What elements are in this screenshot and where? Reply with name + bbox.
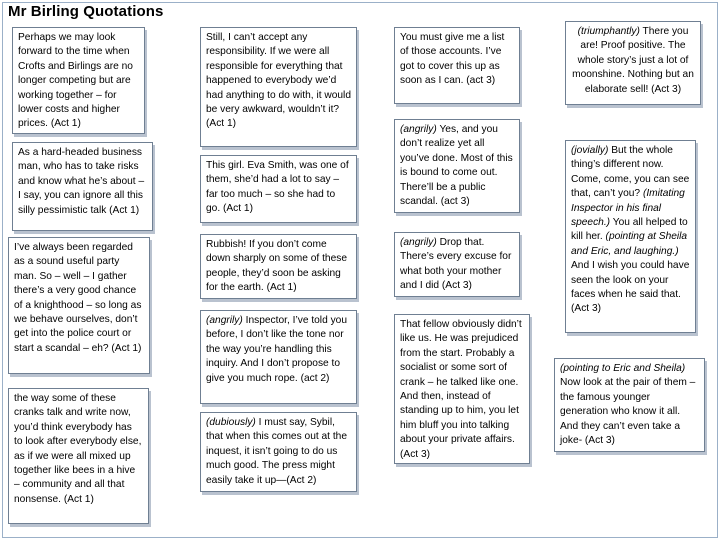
quote-body: There you are! Proof positive. The whole story’s just a lot of moonshine. Nothing but an elaborate sell! (Act 3) (572, 26, 694, 95)
quote-text: This girl. Eva Smith, was one of them, she’d had a lot to say – far too much – so she had to go. (Act 1) (206, 160, 349, 215)
stage-direction: (dubiously) (206, 417, 256, 428)
quote-card-16 (554, 358, 705, 452)
quote-text (400, 123, 514, 209)
quote-card-12 (394, 232, 520, 297)
quote-text: Perhaps we may look forward to the time when Crofts and Birlings are no longer competing but are working together – for lower costs and higher prices. (Act 1) (18, 32, 133, 130)
quote-card-7 (200, 234, 357, 299)
quote-text (400, 236, 514, 294)
stage-direction: (pointing at Sheila and Eric, and laughing.) (571, 231, 688, 257)
stage-direction: (pointing to Eric and Sheila) (560, 363, 686, 374)
quote-text (206, 416, 351, 488)
quote-card-2 (12, 142, 153, 231)
quote-body: You all helped to kill her. (571, 217, 688, 243)
stage-direction: (triumphantly) (577, 26, 640, 37)
quote-text: the way some of these cranks talk and write now, you’d think everybody has to look after everybody else, as if we were all mixed up together like bees in a hive – community and all that nonsense. (Act 1) (14, 393, 142, 505)
quote-text: I’ve always been regarded as a sound useful party man. So – well – I gather there’s a very good chance of a knighthood – so long as we behave ourselves, don’t get into the police court or start a scandal – eh? (Act 1) (14, 242, 142, 354)
quote-text: Still, I can’t accept any responsibility. If we were all responsible for everything that happened to everybody we’d had anything to do with, it would be very awkward, wouldn’t it? (Act 1) (206, 32, 351, 130)
page-title: Mr Birling Quotations (8, 3, 164, 20)
quote-text: That fellow obviously didn’t like us. He was prejudiced from the start. Probably a socialist or some sort of crank – he talked like one. And then, instead of standing up to him, you let him bluff you into talking about your private affairs. (Act 3) (400, 319, 522, 460)
quote-text: You must give me a list of those accounts. I’ve got to cover this up as soon as I can. (act 3) (400, 32, 505, 87)
quote-text (206, 314, 351, 386)
quote-card-1 (12, 27, 145, 134)
quote-card-13 (394, 314, 530, 464)
quote-card-10 (394, 27, 520, 104)
quote-card-15 (565, 140, 696, 333)
quote-body: Inspector, I’ve told you before, I don’t like the tone nor the way you’re handling this inquiry. And I don’t propose to give you much rope. (act 2) (206, 315, 347, 384)
quote-card-11 (394, 119, 520, 213)
stage-direction: (angrily) (400, 124, 437, 135)
quote-text (571, 25, 695, 97)
quote-body: Drop that. There’s every excuse for what both your mother and I did (Act 3) (400, 237, 512, 292)
quote-card-3 (8, 237, 150, 374)
stage-direction: (angrily) (400, 237, 437, 248)
quote-text (560, 362, 699, 448)
quote-card-4 (8, 388, 149, 524)
quote-text: As a hard-headed business man, who has to take risks and know what he’s about – I say, you can ignore all this silly pessimistic talk (Act 1) (18, 147, 145, 216)
quote-card-5 (200, 27, 357, 147)
quote-body: But the whole thing’s different now. Come, come, you can see that, can’t you? (571, 145, 690, 200)
stage-direction: (Imitating Inspector in his final speech.) (571, 188, 685, 229)
quote-body: And I wish you could have seen the look on your faces when he said that. (Act 3) (571, 260, 690, 315)
quote-text: Rubbish! If you don’t come down sharply on some of these people, they’d soon be asking for the earth. (Act 1) (206, 239, 348, 294)
quote-card-8 (200, 310, 357, 404)
stage-direction: (jovially) (571, 145, 609, 156)
quote-text (571, 144, 690, 317)
stage-direction: (angrily) (206, 315, 243, 326)
quote-body: Yes, and you don’t realize yet all you’ve done. Most of this is bound to come out. There’ll be a public scandal. (act 3) (400, 124, 513, 208)
quote-body: I must say, Sybil, that when this comes out at the inquest, it isn’t going to do us much good. The press might easily take it up—(Act 2) (206, 417, 348, 486)
quote-card-9 (200, 412, 357, 492)
quote-card-14 (565, 21, 701, 105)
quote-card-6 (200, 155, 357, 223)
quote-body: Now look at the pair of them – the famous younger generation who know it all. And they can’t even take a joke- (Act 3) (560, 377, 696, 447)
